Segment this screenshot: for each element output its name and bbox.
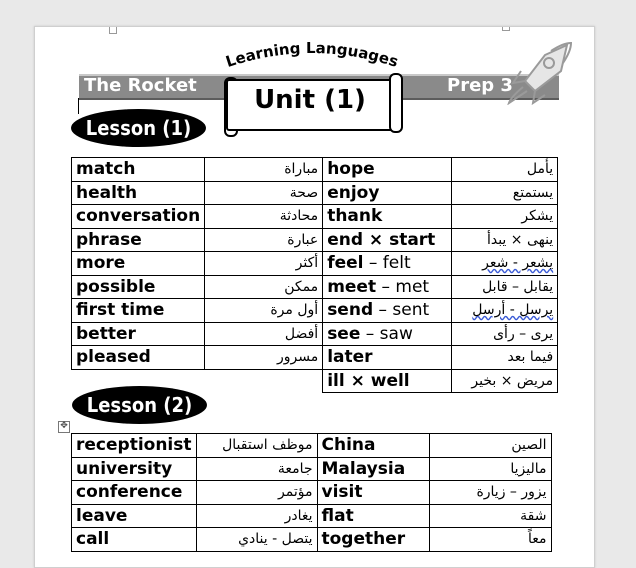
- rocket-icon: [505, 41, 575, 105]
- text-cursor: [78, 98, 79, 114]
- word-en[interactable]: phrase: [72, 228, 205, 252]
- word-ar[interactable]: محادثة: [205, 205, 323, 229]
- word-ar[interactable]: عبارة: [205, 228, 323, 252]
- lesson-1-heading: Lesson (1): [71, 109, 206, 147]
- verb-base: meet: [327, 276, 377, 297]
- arch-title: [207, 37, 417, 77]
- word-en[interactable]: China: [317, 434, 429, 458]
- table-row: [72, 181, 558, 205]
- table-row: [72, 205, 558, 229]
- word-en[interactable]: university: [72, 457, 197, 481]
- word-ar[interactable]: مسرور: [205, 346, 323, 370]
- banner-left-label: The Rocket: [84, 75, 197, 96]
- word-ar[interactable]: يقابل – قابل: [452, 275, 558, 299]
- table-row: [72, 457, 552, 481]
- table-move-handle-icon[interactable]: ✥: [58, 421, 70, 433]
- svg-text:Learning Languages: [224, 39, 401, 71]
- word-en[interactable]: visit: [317, 481, 429, 505]
- word-en[interactable]: pleased: [72, 346, 205, 370]
- banner-right-label: Prep 3: [447, 75, 513, 96]
- word-en[interactable]: call: [72, 528, 197, 552]
- word-ar[interactable]: مؤتمر: [196, 481, 317, 505]
- word-ar[interactable]: شقة: [429, 504, 551, 528]
- word-ar[interactable]: يغادر: [196, 504, 317, 528]
- word-en[interactable]: match: [72, 158, 205, 182]
- word-ar[interactable]: مريض × بخير: [452, 369, 558, 393]
- verb-base: see: [327, 323, 361, 344]
- table-row: [72, 252, 558, 276]
- word-ar[interactable]: أول مرة: [205, 299, 323, 323]
- word-en[interactable]: together: [317, 528, 429, 552]
- word-en[interactable]: possible: [72, 275, 205, 299]
- word-ar[interactable]: [452, 299, 558, 323]
- word-ar-text: يرسل - أرسل: [472, 302, 554, 319]
- word-en[interactable]: enjoy: [323, 181, 452, 205]
- word-ar[interactable]: مباراة: [205, 158, 323, 182]
- word-en[interactable]: leave: [72, 504, 197, 528]
- word-ar[interactable]: صحة: [205, 181, 323, 205]
- table-row: [72, 481, 552, 505]
- word-ar[interactable]: يستمتع: [452, 181, 558, 205]
- verb-past: – saw: [360, 323, 413, 344]
- unit-title: Unit (1): [254, 85, 366, 115]
- word-ar-text: يشعر - شعر: [482, 255, 554, 272]
- word-en[interactable]: more: [72, 252, 205, 276]
- verb-base: send: [327, 300, 374, 321]
- word-ar[interactable]: أكثر: [205, 252, 323, 276]
- word-ar[interactable]: موظف استقبال: [196, 434, 317, 458]
- word-ar[interactable]: ممكن: [205, 275, 323, 299]
- verb-forms-en[interactable]: [323, 299, 452, 323]
- lesson-1-vocab-table: [71, 157, 558, 393]
- word-en[interactable]: thank: [323, 205, 452, 229]
- verb-forms-en[interactable]: [323, 275, 452, 299]
- arch-title-text: Learning Languages: [223, 38, 401, 71]
- empty-cell: [205, 369, 323, 393]
- verb-forms-en[interactable]: [323, 252, 452, 276]
- word-en[interactable]: end × start: [323, 228, 452, 252]
- verb-base: feel: [327, 253, 364, 274]
- verb-past: – felt: [363, 253, 411, 274]
- word-ar[interactable]: ينهى × يبدأ: [452, 228, 558, 252]
- table-row: [72, 322, 558, 346]
- table-row: [72, 275, 558, 299]
- margin-mark: [109, 27, 117, 34]
- word-en[interactable]: first time: [72, 299, 205, 323]
- word-ar[interactable]: يشكر: [452, 205, 558, 229]
- word-ar[interactable]: معاً: [429, 528, 551, 552]
- table-row: [72, 528, 552, 552]
- word-ar[interactable]: يزور – زيارة: [429, 481, 551, 505]
- word-en[interactable]: receptionist: [72, 434, 197, 458]
- document-page: [34, 26, 595, 568]
- verb-past: – met: [376, 276, 430, 297]
- word-ar[interactable]: أفضل: [205, 322, 323, 346]
- word-en[interactable]: conference: [72, 481, 197, 505]
- table-row: [72, 299, 558, 323]
- table-row: [72, 434, 552, 458]
- word-en[interactable]: better: [72, 322, 205, 346]
- verb-past: – sent: [373, 300, 430, 321]
- word-en[interactable]: ill × well: [323, 369, 452, 393]
- word-en[interactable]: flat: [317, 504, 429, 528]
- word-ar[interactable]: يرى – رأى: [452, 322, 558, 346]
- word-en[interactable]: health: [72, 181, 205, 205]
- word-ar[interactable]: فيما بعد: [452, 346, 558, 370]
- word-en[interactable]: Malaysia: [317, 457, 429, 481]
- table-row: [72, 504, 552, 528]
- word-en[interactable]: conversation: [72, 205, 205, 229]
- word-ar[interactable]: يتصل - ينادي: [196, 528, 317, 552]
- word-ar[interactable]: جامعة: [196, 457, 317, 481]
- verb-forms-en[interactable]: [323, 322, 452, 346]
- margin-mark: [502, 27, 510, 31]
- word-ar[interactable]: يأمل: [452, 158, 558, 182]
- word-en[interactable]: hope: [323, 158, 452, 182]
- scroll-roll: [389, 73, 403, 133]
- lesson-2-heading: Lesson (2): [72, 386, 207, 424]
- word-en[interactable]: later: [323, 346, 452, 370]
- word-ar[interactable]: ماليزيا: [429, 457, 551, 481]
- table-row: [72, 158, 558, 182]
- table-row: [72, 228, 558, 252]
- word-ar[interactable]: [452, 252, 558, 276]
- word-ar[interactable]: الصين: [429, 434, 551, 458]
- lesson-2-vocab-table: [71, 433, 552, 552]
- table-row: [72, 346, 558, 370]
